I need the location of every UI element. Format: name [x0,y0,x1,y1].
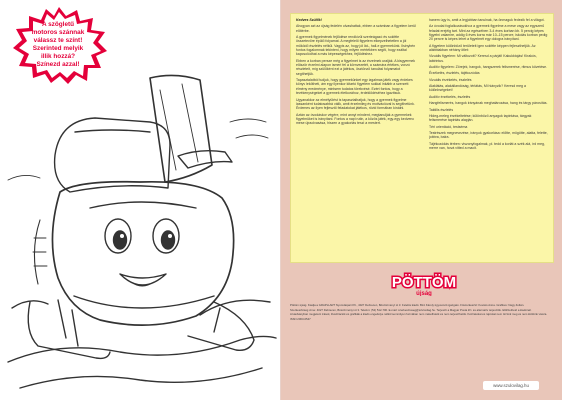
snowmobile-coloring-illustration [0,70,281,400]
note-paragraph: Téri orientáció, testséma [429,124,468,129]
note-paragraph: A gyermek figyelmének fejlődése rendkívül szerteágazó és sokféle összetevőre épülő folyamat. A megfelelő figyelem elkepzelhetetlen a jól működő észlelés nélkül. Vagyis az, hogy jól lát-, hall-e gyermekünk. Ilsinybén fontos fogalomnak tekinteni, hogy milyen mértékben segíti, hogy ezáltal kapcsolódhat a más képességekhez, fejlődéshez. [296,35,416,57]
note-paragraph: Érzékelés, észlelés, tájékozódás [429,71,480,76]
parent-note-box [290,13,554,263]
website-link[interactable]: www.szulovilag.hu [483,381,539,390]
pottom-ujsag-logo [365,270,483,296]
starburst-text [20,21,96,70]
note-paragraph: Alaklátás, alakállandóság, térlátás, Mi hiányzik? Keresd meg a különbségeket! [429,84,526,93]
imprint-line: Szerkesztőség címe: 4027 Debrecen, Böszörményi út 3. Telefon: (52) 512-700. E-mail: szerkesztoseg@szulovilag.hu. Terjeszti a Magyar Posta Zrt. és alternatív terjesztők. Előfizethető a kiadónál. [290,307,532,312]
note-paragraph: Ebben a korban persze még a figyelmet is az érzelmek uralják. A kisgyermek először érzelmi alapon ismeri fel a körnvezetét, a számára értékes, vonzó részleteit, míg szülőként ezt a játékos, ösztönző tanulási folyamatot segíthetjük. [296,58,416,76]
note-paragraph: Ugyanakkor az elmélyülést is tapasztalhatjuk, hogy a gyermek figyelme lassanként tudatosabbá válik, amit érzelmileg és motivációval is segíthetünk. Érdemes az ilyen fejlesztő feladatokat játékos, rövid formában kínálni. [296,97,415,111]
starburst-line: A szögletű [41,21,75,28]
note-column-2 [429,18,549,260]
imprint-line: ISSN 2063-0547 [290,316,311,321]
note-paragraph: A figyelem különböző területeit igen sokféle képpen fejleszthetjük. Az alábbiakban néhány ötlet: [429,43,536,53]
note-paragraph: Tapasztalatból tudjuk, hogy gyermekünket egy izgalmas játék vagy érdekes könyv lekötheti, ám egy ilyenkor kitartó figyelem sokkal inkább a szerzett élmény eredménye, mintsem tudatos törekvésé. Ezért fontos, hogy a tevékenységeket a gyermek életkorához, érdeklődéséhez igazítsuk. [296,78,413,96]
note-column-1 [296,18,416,260]
imprint-line: A kiadványban megjelent írások, illusztrációk és grafikák a kiadó engedélye nélkül semmilyen formában nem másolhatók és nem terjeszthetők. Kéziratokat és rajzokat nem őrzünk meg és nem küldünk vissza. [290,312,548,317]
note-paragraph: Auditív figyelem: Zörejek, hangok, hangszerek felismerése, ritmus követése. [429,65,548,70]
note-paragraph: Ahogyan azt az újság fedelén olvashattak, ebben a számban a figyelem kerül előtérbe. [296,24,416,33]
note-paragraph: Hideg-meleg érzékeltetése; különböző anyagok tapintása, tárgyak felismerése tapintás alapján. [429,113,532,123]
note-paragraph: Aztán az óvodáskor végére, mint annyi mindent, megtanulják a gyermekek figyelmüket is irányítani. Fontos a napi rutin, a közös játék, egy-egy kedvenc mese újraolvasása, hiszen a gyakorlás teszi a mestert. [296,112,415,126]
note-paragraph: Tájékozódás térben: viszonyfogalmak, pl. tedd a korlát a szék alá, írd meg, merre van, hová vitted a macit. [429,141,545,150]
starburst-line: motoros szánnak [31,29,85,37]
starburst-line: Szerinted melyik [32,45,84,53]
note-paragraph: Vizuális figyelem: Mi változott? Keresd a párját! Kakukktojás! Kirakós, labirintus. [429,54,537,63]
note-greeting: Kedves Szülők! [296,18,322,22]
starburst-line: válassz te színt! [33,37,83,45]
parent-info-page [281,0,562,400]
note-paragraph: Az óvodai foglalkozásokhoz a gyermek figyelme a mese vagy az egyszerű feladat erejéig tart. Mint az egészében 3-4 éves korban kb. 5 percig képes figyelni valamire, addig 6 éves korra már 10–15 percre, iskolás korban pedig 20 percre is képes lehet a figyelmét egy dologra irányítani. [429,24,548,42]
logo-sub-text: újság [416,291,432,296]
starburst-line: illik hozzá? [40,53,76,61]
note-paragraph: Auditív érzékelés, észlelés [429,94,471,99]
logo-main-text: PÖTTÖM [391,274,457,291]
starburst-line: Színezd azzal! [36,61,80,69]
note-paragraph: Testrészek megnevezése, irányok gyakorlása: előtte, mögötte, alatta, felette, jobbra, balra. [429,130,548,140]
imprint-line: Pöttöm újság. Kiadja a GRAPH-ART Nyomdaipari Kft., 4027 Debrecen, Böszörményi út 3. Felelős kiadó: Bíró Károly ügyvezető igazgató. Főszerkesztő: Kovács Anna. Grafikus: Nagy Zoltán. [290,303,525,307]
note-paragraph: Hangfelismerés, hangok irányának meghatározása, hang és tárgy párosítás. [429,101,548,106]
note-paragraph: hanem úgy is, amit a legjobban tanulnak, ha önmaguk fedezik fel a világot. [429,18,545,22]
note-paragraph: Taktilis észlelés [429,107,454,112]
imprint-text [290,304,556,322]
note-paragraph: Vizuális érzékelés, észlelés [429,77,472,82]
